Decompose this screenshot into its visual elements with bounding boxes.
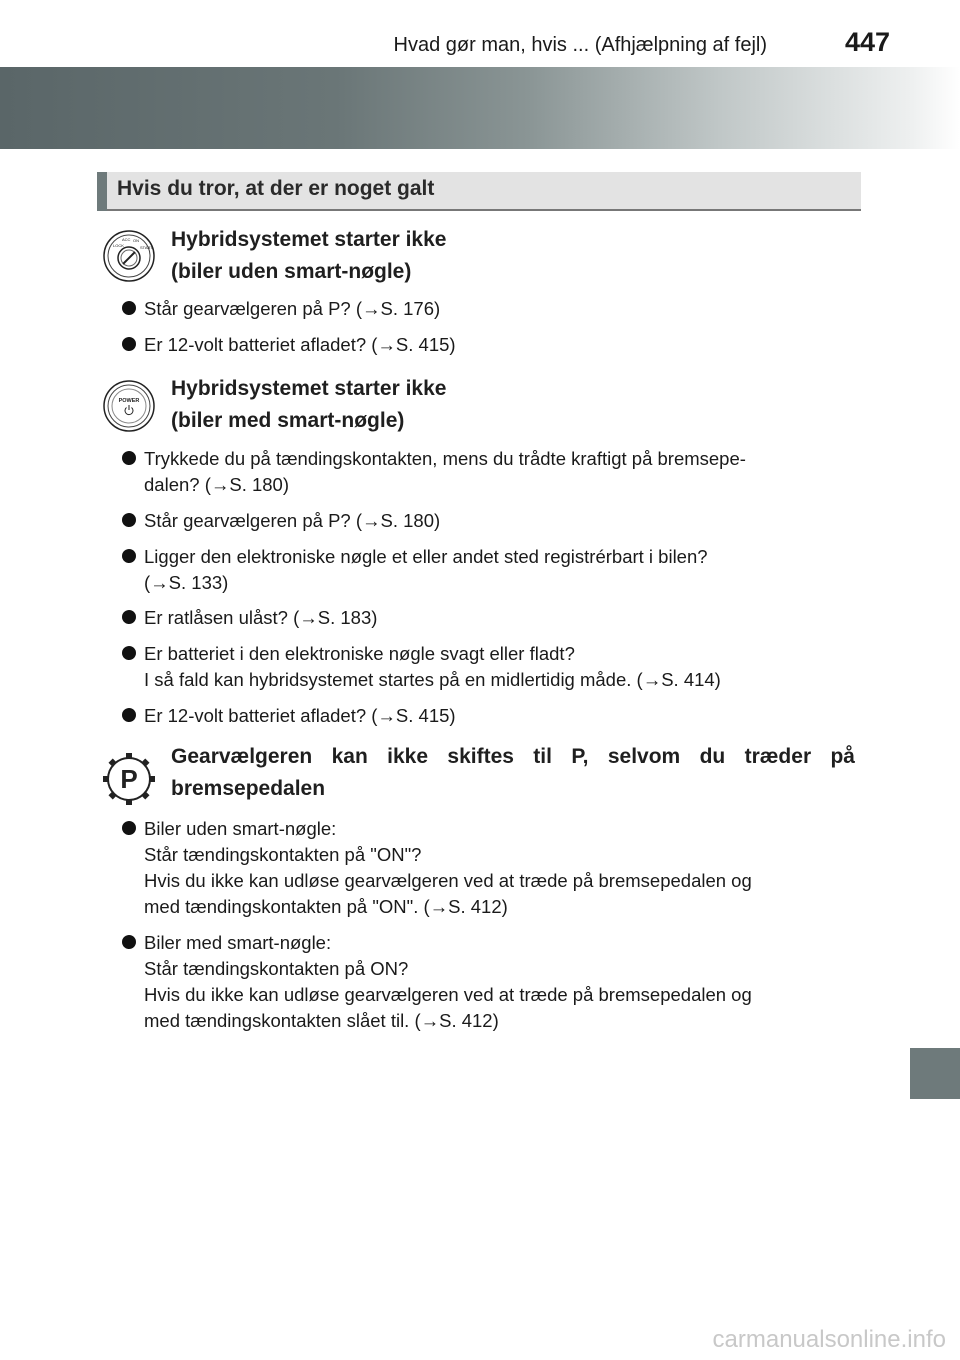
list-item [122,296,858,322]
list-item [122,605,858,631]
list-item [122,703,858,729]
item-line: Står gearvælgeren på P? (→S. 180) [144,510,441,531]
page-number: 447 [844,27,890,57]
park-gear-icon [102,752,156,806]
bullet-dot-icon [122,935,136,949]
item-line: Er 12-volt batteriet afladet? (→S. 415) [144,705,456,726]
park-letter: P [120,764,138,794]
heading-line: (biler uden smart-nøgle) [171,260,412,283]
section-heading-bar [97,172,861,211]
item-line: Er ratlåsen ulåst? (→S. 183) [144,607,378,628]
ignition-switch-icon [102,229,156,283]
item-line: Hvis du ikke kan udløse gearvælgeren ved at træde på bremsepedalen og [144,984,752,1005]
bullet-dot-icon [122,708,136,722]
header-band [0,67,960,149]
heading-line: Gearvælgeren kan ikke skiftes til P, selvom du træder på [171,745,855,768]
heading-line: (biler med smart-nøgle) [171,409,405,432]
section-title: Hvis du tror, at der er noget galt [117,177,435,200]
item-line: Er batteriet i den elektroniske nøgle svagt eller fladt? [144,643,575,664]
item-line: dalen? (→S. 180) [144,474,290,495]
ignition-label-on: ON [133,238,139,243]
item-line: Biler uden smart-nøgle: [144,818,337,839]
power-label: POWER [118,398,140,404]
item-line: Biler med smart-nøgle: [144,932,332,953]
item-line: med tændingskontakten på "ON". (→S. 412) [144,896,508,917]
item-line: Står gearvælgeren på P? (→S. 176) [144,298,441,319]
list-item [122,544,858,596]
item-line: Er 12-volt batteriet afladet? (→S. 415) [144,334,456,355]
list-item [122,816,858,920]
bullet-dot-icon [122,821,136,835]
heading-line: Hybridsystemet starter ikke [171,228,447,251]
heading-line: Hybridsystemet starter ikke [171,377,447,400]
item-line: Står tændingskontakten på "ON"? [144,844,422,865]
item-line: I så fald kan hybridsystemet startes på en midlertidig måde. (→S. 414) [144,669,721,690]
list-item [122,930,858,1034]
watermark: carmanualsonline.info [712,1326,946,1353]
ignition-label-start: START [140,245,153,250]
bullet-dot-icon [122,646,136,660]
bullet-dot-icon [122,301,136,315]
list-item [122,446,858,498]
heading-cannot-shift-to-p [171,741,855,805]
item-line: Hvis du ikke kan udløse gearvælgeren ved at træde på bremsepedalen og [144,870,752,891]
bullet-dot-icon [122,337,136,351]
item-line: Står tændingskontakten på ON? [144,958,409,979]
heading-with-smart-key [171,373,446,437]
running-header-title: Hvad gør man, hvis ... (Afhjælpning af fejl) [393,34,767,56]
list-item [122,332,858,358]
heading-line: bremsepedalen [171,777,326,800]
bullet-dot-icon [122,549,136,563]
bullet-dot-icon [122,610,136,624]
power-button-icon [102,379,156,433]
item-line: (→S. 133) [144,572,229,593]
list-item [122,641,858,693]
ignition-label-lock: LOCK [113,243,124,248]
item-line: Ligger den elektroniske nøgle et eller andet sted registrérbart i bilen? [144,546,708,567]
item-line: med tændingskontakten slået til. (→S. 412) [144,1010,499,1031]
bullet-dot-icon [122,451,136,465]
list-item [122,508,858,534]
item-line: Trykkede du på tændingskontakten, mens du trådte kraftigt på bremsepe- [144,448,746,469]
chapter-tab [910,1048,960,1099]
heading-no-smart-key [171,224,446,288]
bullet-dot-icon [122,513,136,527]
ignition-label-acc: ACC [122,237,131,242]
